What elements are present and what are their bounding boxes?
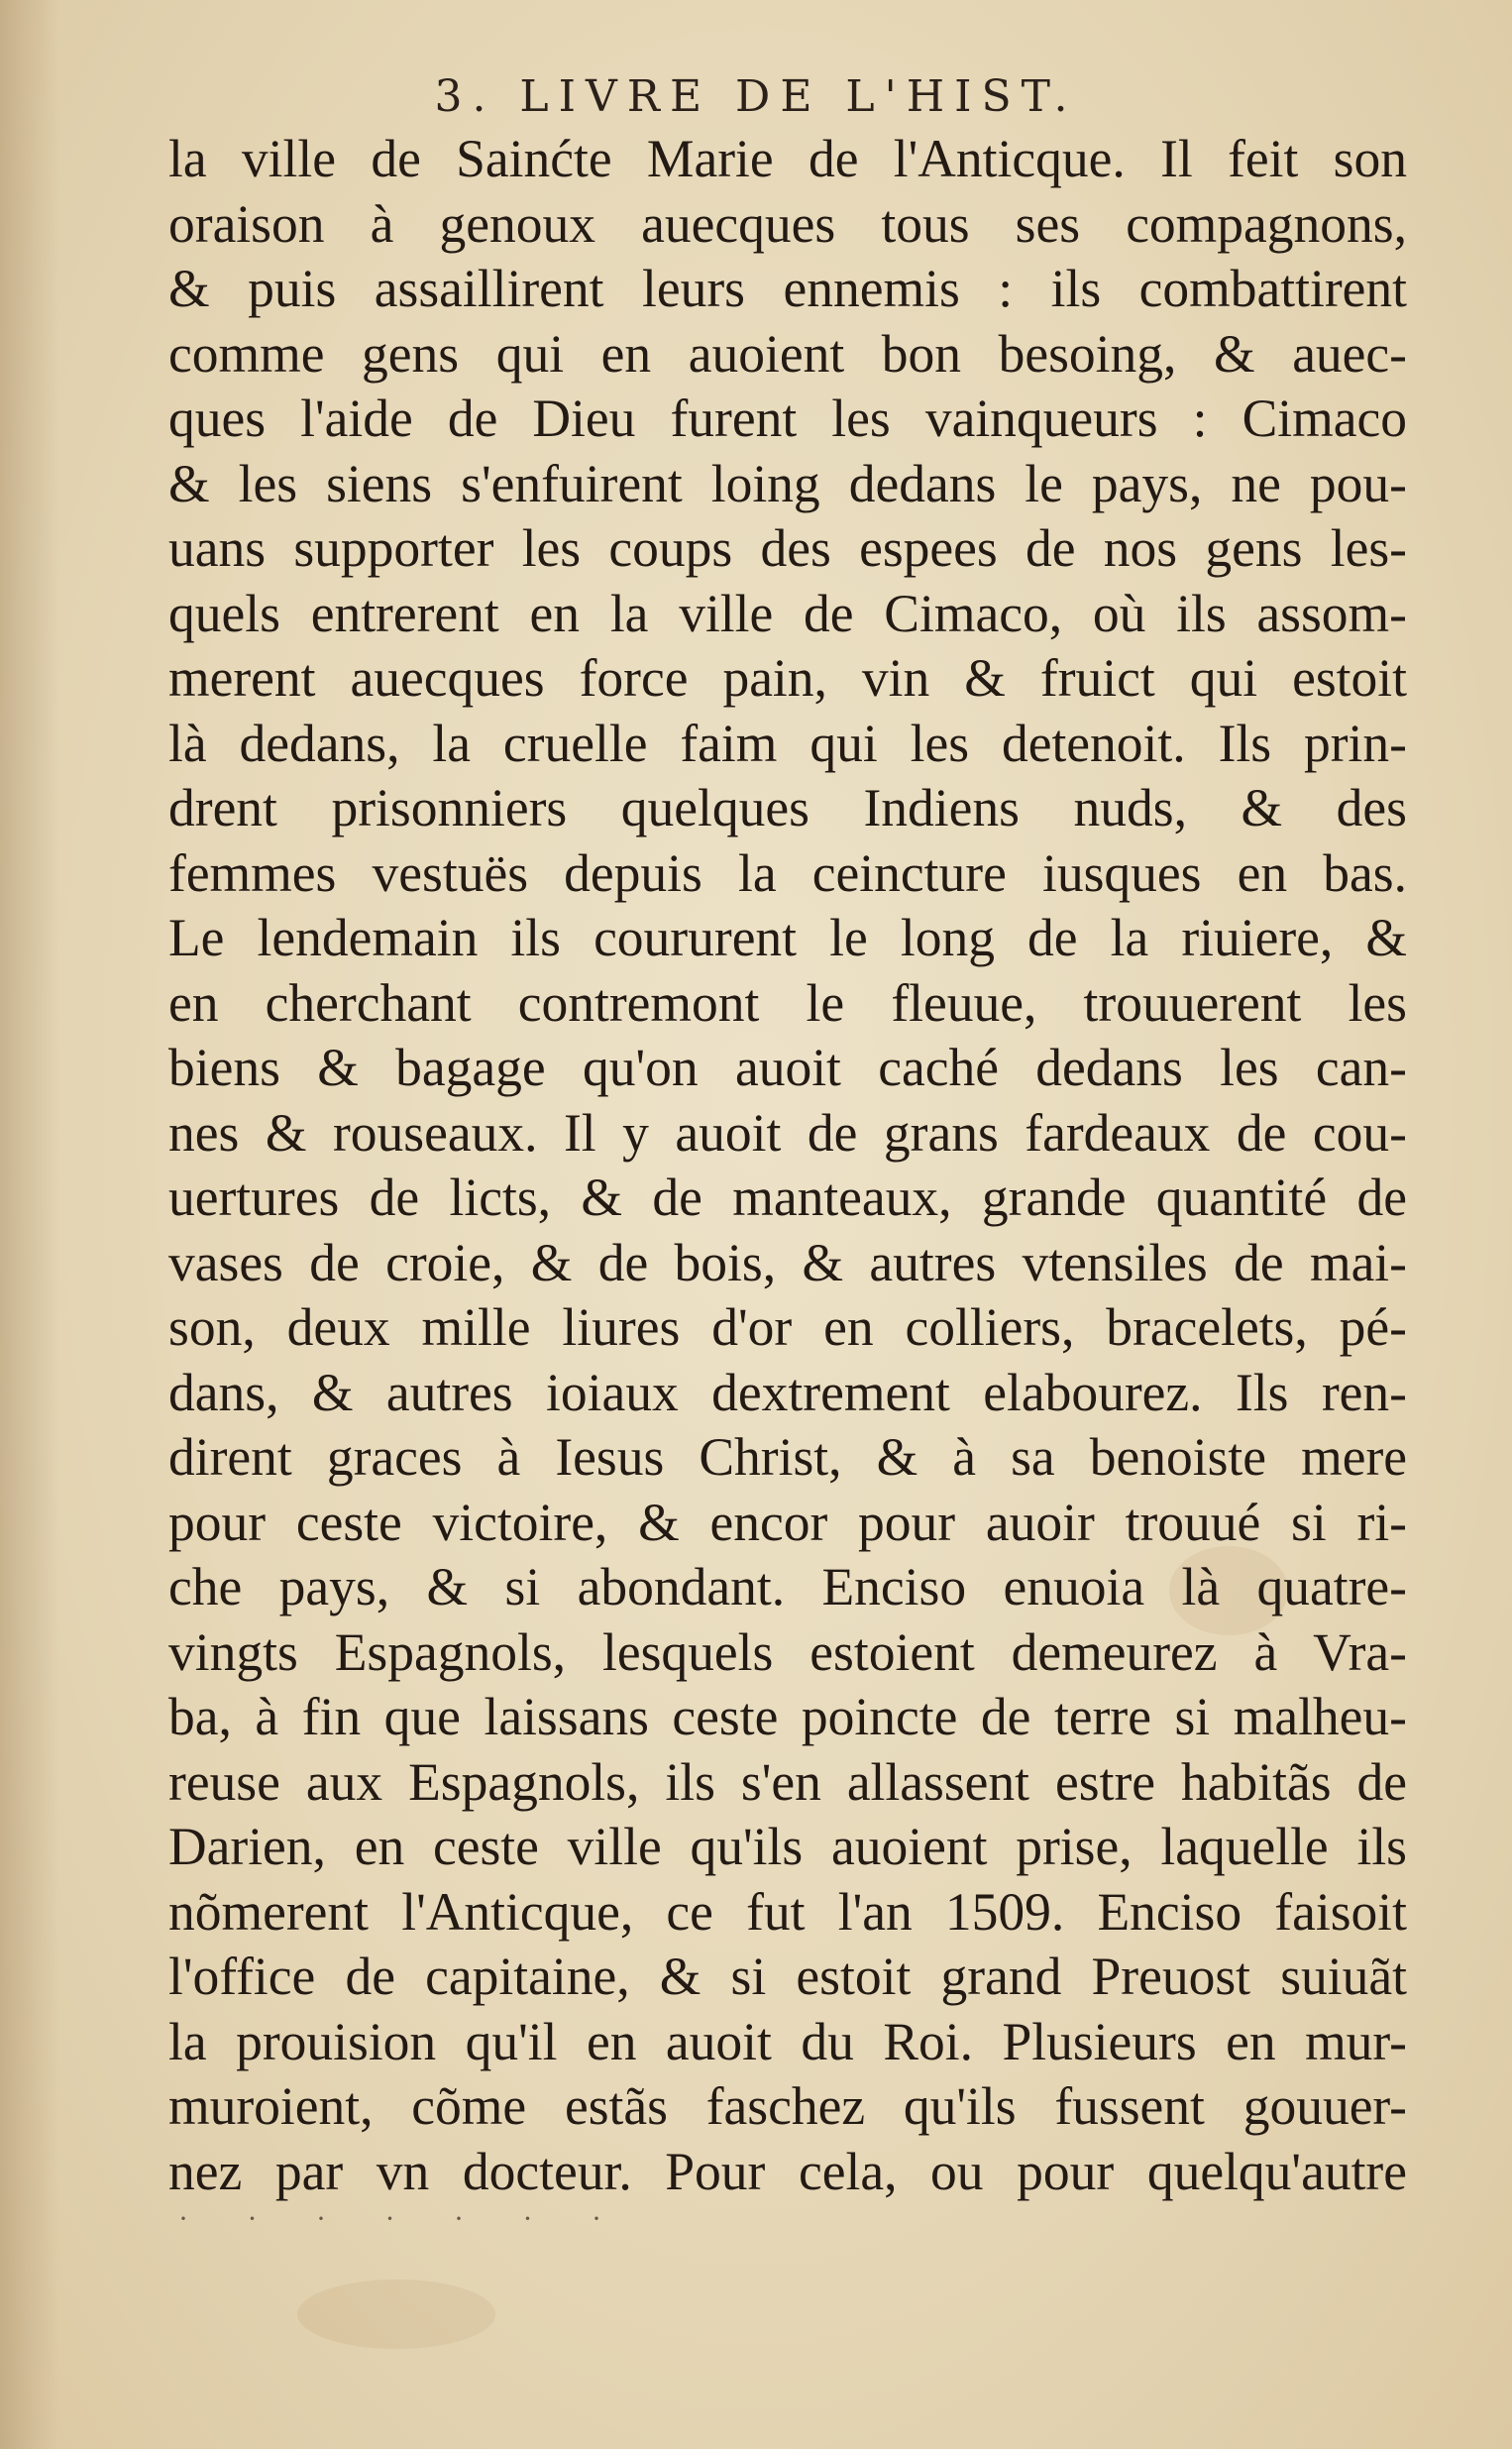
text-line: nez par vn docteur. Pour cela, ou pour quelqu'autre: [168, 2141, 1407, 2201]
text-line: là dedans, la cruelle faim qui les detenoit. Ils prin-: [168, 713, 1407, 773]
page-bottom-marks: · · · · · · ·: [178, 2202, 627, 2235]
text-line: Darien, en ceste ville qu'ils auoient prise, laquelle ils: [168, 1817, 1407, 1876]
text-line: la ville de Sainćte Marie de l'Anticque. Il feit son: [168, 129, 1407, 188]
text-line: biens & bagage qu'on auoit caché dedans les can-: [168, 1038, 1407, 1097]
page-edge-shadow: [0, 0, 59, 2449]
text-line: la prouision qu'il en auoit du Roi. Plusieurs en mur-: [168, 2011, 1407, 2071]
text-line: reuse aux Espagnols, ils s'en allassent estre habitãs de: [168, 1751, 1407, 1812]
text-line: comme gens qui en auoient bon besoing, & auec-: [168, 323, 1407, 384]
text-line: pour ceste victoire, & encor pour auoir trouué si ri-: [168, 1492, 1407, 1552]
text-line: Le lendemain ils coururent le long de la riuiere, &: [168, 908, 1407, 967]
text-line: ques l'aide de Dieu furent les vainqueurs : Cimaco: [168, 389, 1407, 448]
text-line: merent auecques force pain, vin & fruict qui estoit: [168, 648, 1407, 708]
text-line: uertures de licts, & de manteaux, grande quantité de: [168, 1168, 1407, 1227]
text-line: & puis assaillirent leurs ennemis : ils combattirent: [168, 259, 1407, 318]
text-line: en cherchant contremont le fleuue, trouuerent les: [168, 972, 1407, 1033]
text-line: dirent graces à Iesus Christ, & à sa benoiste mere: [168, 1427, 1407, 1487]
text-line: muroient, cõme estãs faschez qu'ils fussent gouuer-: [168, 2076, 1407, 2136]
body-text: [168, 127, 1407, 2204]
text-line: son, deux mille liures d'or en colliers, bracelets, pé-: [168, 1297, 1407, 1357]
text-line: ba, à fin que laissans ceste poincte de terre si malheu-: [168, 1687, 1407, 1746]
text-line: drent prisonniers quelques Indiens nuds, & des: [168, 778, 1407, 837]
text-line: nes & rouseaux. Il y auoit de grans fardeaux de cou-: [168, 1102, 1407, 1163]
text-line: uans supporter les coups des espees de nos gens les-: [168, 518, 1407, 578]
text-line: che pays, & si abondant. Enciso enuoia là quatre-: [168, 1557, 1407, 1616]
text-line: & les siens s'enfuirent loing dedans le pays, ne pou-: [168, 453, 1407, 513]
text-line: oraison à genoux auecques tous ses compagnons,: [168, 193, 1407, 254]
paper-stain: [297, 2280, 495, 2349]
text-line: vases de croie, & de bois, & autres vtensiles de mai-: [168, 1232, 1407, 1292]
text-line: vingts Espagnols, lesquels estoient demeurez à Vra-: [168, 1621, 1407, 1682]
text-line: nõmerent l'Anticque, ce fut l'an 1509. Enciso faisoit: [168, 1881, 1407, 1942]
text-line: dans, & autres ioiaux dextrement elabourez. Ils ren-: [168, 1362, 1407, 1422]
running-head: 3. LIVRE DE L'HIST.: [434, 71, 1078, 122]
text-line: quels entrerent en la ville de Cimaco, où ils assom-: [168, 583, 1407, 643]
text-line: l'office de capitaine, & si estoit grand Preuost suiuãt: [168, 1947, 1407, 2006]
text-line: femmes vestuës depuis la ceincture iusques en bas.: [168, 842, 1407, 903]
